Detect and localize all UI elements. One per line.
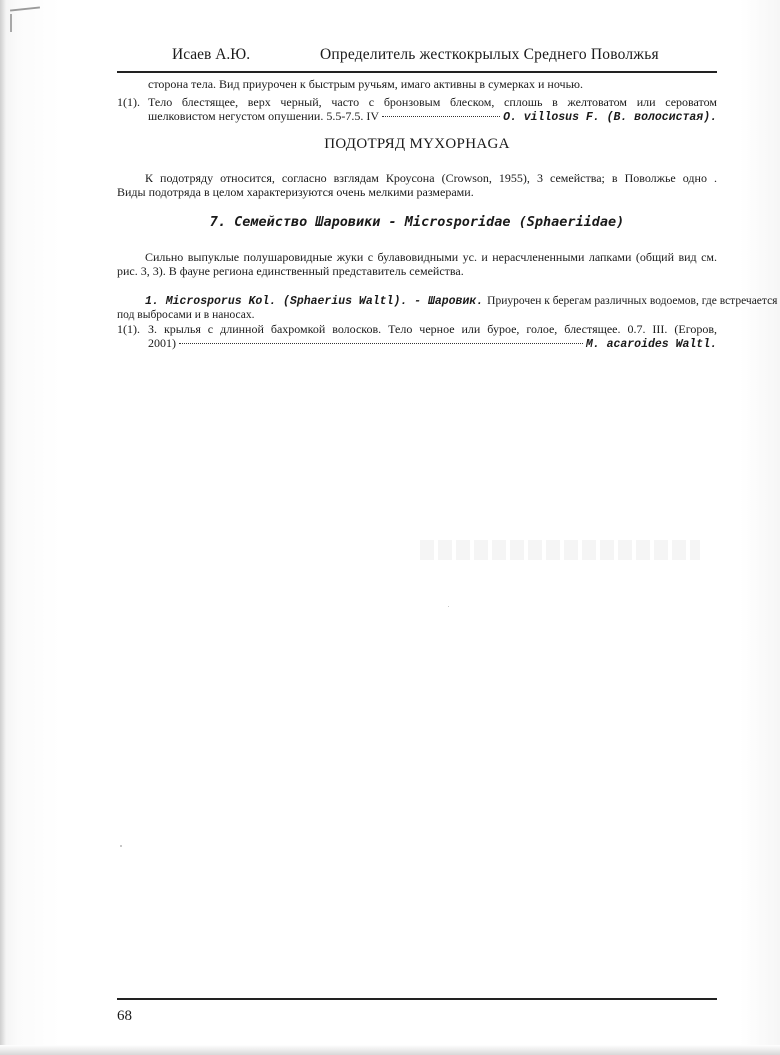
genus-text: под выбросами и в наносах. <box>117 309 255 321</box>
leader-dots <box>382 116 500 117</box>
scan-show-through <box>420 540 700 560</box>
scan-speck <box>120 845 122 847</box>
taxon-name: M. acaroides Waltl. <box>585 338 717 351</box>
family-heading: 7. Семейство Шаровики - Microsporidae (Sphaeriidae) <box>209 214 625 230</box>
text-line: сторона тела. Вид приурочен к быстрым ручьям, имаго активны в сумерках и ночью. <box>148 77 583 91</box>
page-number: 68 <box>117 1008 132 1024</box>
header-rule <box>117 71 717 73</box>
key-lead-text: шелковистом негустом опушении. 5.5-7.5. IV <box>148 109 379 123</box>
scan-speck <box>448 606 449 607</box>
running-header <box>117 44 717 68</box>
paragraph-line: Виды подотряда в целом характеризуются очень мелкими размерами. <box>117 185 474 199</box>
key-lead-text: 2001) <box>148 336 176 350</box>
page-left-edge-shadow <box>0 0 6 1055</box>
suborder-heading: ПОДОТРЯД MYXOPHAGA <box>324 136 510 152</box>
scan-corner-mark <box>10 14 12 32</box>
page-bottom-edge-shadow <box>0 1045 780 1055</box>
text-line: З. крылья с длинной бахромкой волосков. Тело черное или бурое, голое, блестящее. 0.7. III. (Егоров, <box>148 322 717 336</box>
footer-rule <box>117 998 717 1000</box>
scan-corner-mark <box>10 6 40 11</box>
key-lead-row <box>148 109 717 125</box>
header-title: Определитель жесткокрылых Среднего Поволжья <box>320 46 659 63</box>
genus-text: Приурочен к берегам различных водоемов, где встречается <box>487 295 778 307</box>
couplet-number: 1(1). <box>117 322 140 336</box>
text-line: Тело блестящее, верх черный, часто с бронзовым блеском, сплошь в желтоватом или сероватом <box>148 95 717 109</box>
leader-dots <box>179 343 583 344</box>
paragraph-line: К подотряду относится, согласно взглядам Кроусона (Crowson, 1955), 3 семейства; в Поволжье одно . <box>145 171 717 185</box>
genus-name: 1. Microsporus Kol. (Sphaerius Waltl). - Шаровик. <box>145 295 484 308</box>
key-lead-row <box>148 336 717 352</box>
genus-line <box>145 294 778 309</box>
paragraph-line: Сильно выпуклые полушаровидные жуки с булавовидными ус. и нерасчлененными лапками (общий вид см. <box>145 250 717 264</box>
couplet-number: 1(1). <box>117 95 140 109</box>
paragraph-line: рис. 3, 3). В фауне региона единственный представитель семейства. <box>117 264 464 278</box>
header-author: Исаев А.Ю. <box>172 46 251 63</box>
taxon-name: O. villosus F. (B. волосистая). <box>503 111 717 124</box>
